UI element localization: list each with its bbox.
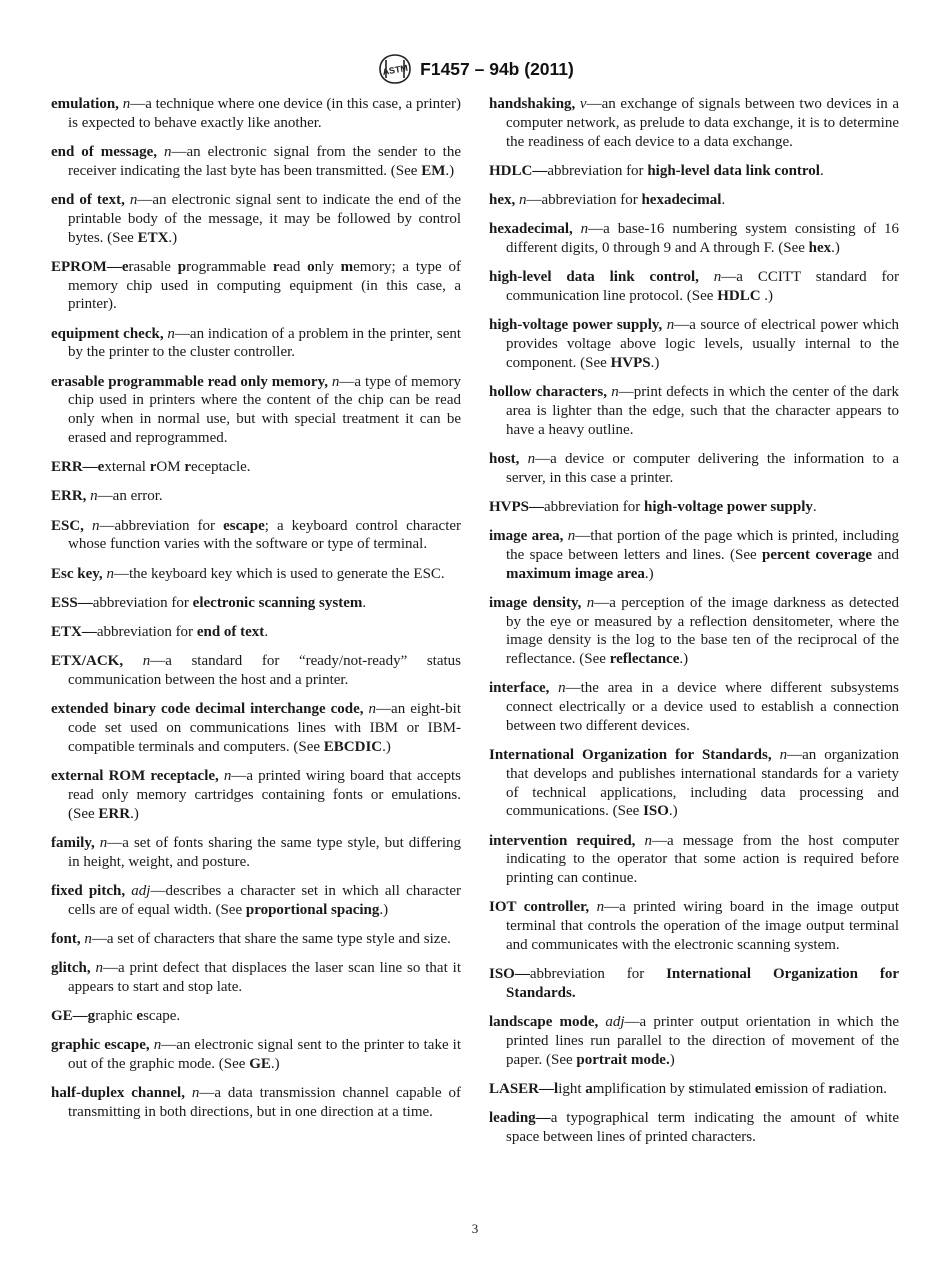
entry-text: abbreviation for (529, 966, 667, 982)
entry-term: ISO— (489, 966, 530, 982)
entry-text: n (611, 384, 619, 400)
entry-term: ERR, (51, 488, 87, 505)
entry-term: Esc key, (51, 565, 103, 582)
entry-text: —a technique where one device (in this case, a printer) is expected to behave exactly like another. (68, 96, 461, 131)
entry-term: handshaking, (489, 96, 576, 112)
glossary-entry (51, 517, 461, 555)
glossary-entry (51, 487, 461, 506)
entry-text: —a printed wiring board that accepts read only memory cartridges containing fonts or emulations. (See (68, 768, 461, 822)
entry-text: EBCDIC (323, 738, 383, 755)
entry-text: n (368, 701, 377, 718)
entry-text: .) (445, 162, 455, 179)
entry-text: emory; a type of memory chip used in computing equipment (in this case, a printer). (68, 258, 461, 313)
entry-text: .) (831, 240, 840, 256)
entry-text: —a set of fonts sharing the same type style, but differing in height, weight, and posture. (68, 834, 461, 870)
entry-text: r (828, 1080, 835, 1097)
entry-term: ETX/ACK, (51, 653, 124, 670)
astm-logo-icon (376, 52, 414, 86)
entry-text: n (527, 450, 536, 467)
entry-text: . (819, 162, 824, 179)
glossary-entry (489, 527, 899, 583)
entry-text: —a print defect that displaces the laser scan line so that it appears to start and stop late. (68, 960, 461, 995)
glossary-entry (489, 1109, 899, 1147)
entry-text: n (106, 565, 114, 582)
entry-text: ight (558, 1080, 586, 1097)
entry-text: abbreviation for (547, 162, 648, 179)
glossary-entry (51, 95, 461, 133)
entry-text: .) (679, 651, 689, 667)
entry-text: eceptacle. (191, 459, 251, 475)
entry-text: ETX (137, 229, 169, 246)
glossary-entry (51, 930, 461, 949)
glossary-entry (51, 700, 461, 756)
entry-text: n (163, 144, 172, 160)
entry-text: OM (156, 459, 185, 475)
entry-text: xternal (104, 459, 150, 475)
entry-text: n (331, 373, 340, 390)
entry-text: high-voltage power supply (643, 498, 813, 515)
page-header (0, 52, 950, 91)
glossary-entry (51, 959, 461, 997)
entry-text: n (191, 1085, 200, 1102)
entry-text: —an eight-bit code set used on communications lines with IBM or IBM-compatible terminals and computers. (See (68, 701, 462, 755)
glossary-entry (51, 1036, 461, 1074)
glossary-entry (51, 623, 461, 642)
entry-text (589, 899, 597, 915)
entry-text: EM (421, 162, 446, 179)
entry-text: n (586, 594, 595, 611)
entry-text: —a base-16 numbering system consisting of 16 different digits, 0 through 9 and A through F. (See (506, 221, 899, 256)
entry-term: landscape mode, (489, 1014, 599, 1030)
entry-text (84, 518, 92, 534)
entry-text: .) (130, 805, 139, 822)
entry-text: m (340, 258, 354, 275)
entry-text: —an exchange of signals between two devices in a computer network, as prelude to data exchange, it is to determine the readiness of each device to a data exchange. (506, 96, 900, 150)
entry-term: EPROM—e (51, 258, 129, 275)
svg-text:ASTM: ASTM (381, 62, 409, 78)
entry-term: family, (51, 834, 95, 851)
glossary-entry (51, 143, 461, 181)
glossary-entry (489, 965, 899, 1003)
entry-text: ; a keyboard control character whose function varies with the software or type of terminal. (68, 517, 462, 553)
entry-text: —a standard for “ready/not-ready” status communication between the host and a printer. (68, 653, 462, 688)
entry-text: adiation. (834, 1080, 887, 1097)
glossary-entry (51, 191, 461, 247)
entry-text: ERR (98, 805, 131, 822)
entry-term: ERR—e (51, 459, 105, 475)
page-number: 3 (471, 1221, 479, 1236)
entry-text: n (666, 317, 675, 334)
entry-text: n (580, 221, 589, 238)
entry-term: hollow characters, (489, 384, 607, 400)
entry-term: extended binary code decimal interchange code, (51, 701, 364, 718)
entry-text (772, 747, 780, 763)
entry-term: HVPS— (489, 498, 545, 515)
entry-text: n (779, 747, 788, 763)
glossary-entry (51, 767, 461, 823)
entry-text: high-level data link control (647, 162, 820, 179)
entry-text: s (688, 1080, 695, 1097)
glossary-entry (489, 746, 899, 821)
entry-text: percent coverage (761, 546, 872, 563)
glossary-entry (51, 458, 461, 477)
left-column (51, 95, 461, 1132)
entry-text: —a type of memory chip used in printers where the content of the chip can be read only when in normal use, but with special treatment it can be erased and reprogrammed. (68, 373, 462, 446)
entry-text: .) (644, 565, 654, 582)
glossary-entry (489, 162, 899, 181)
entry-text: raphic (95, 1008, 137, 1024)
entry-term: high-voltage power supply, (489, 317, 663, 334)
entry-text: abbreviation for (544, 498, 644, 515)
entry-text: HDLC (717, 288, 761, 304)
entry-text: n (153, 1037, 162, 1054)
entry-text: r (149, 459, 157, 475)
entry-term: end of message, (51, 144, 158, 160)
entry-text: n (92, 517, 100, 534)
entry-text: maximum image area (506, 565, 645, 582)
entry-text (573, 221, 581, 237)
entry-term: LASER—l (489, 1080, 559, 1097)
glossary-entry (489, 191, 899, 210)
entry-text: —a perception of the image darkness as detected by the eye or measured by a reflection densitometer, where the image density is the log to the base ten of the reciprocal of the reflectance. (See (506, 594, 899, 667)
entry-text: scape. (143, 1008, 181, 1024)
entry-text (549, 680, 558, 696)
entry-text: ISO (643, 803, 669, 820)
entry-text: p (177, 258, 187, 275)
glossary-entry (51, 1084, 461, 1122)
glossary-entry (51, 834, 461, 872)
entry-text: n (596, 899, 605, 916)
glossary-entry (489, 450, 899, 488)
entry-term: interface, (489, 680, 550, 697)
glossary-entry (489, 316, 899, 372)
entry-text: adj (605, 1014, 625, 1030)
glossary-entry (51, 882, 461, 920)
entry-text: abbreviation for (96, 624, 197, 640)
entry-text: —a printed wiring board in the image output terminal that controls the operation of the image output terminal and communicates with the electronic scanning system. (506, 899, 899, 953)
entry-term: IOT controller, (489, 899, 590, 916)
glossary-entry (51, 258, 461, 314)
entry-text: —the area in a device where different subsystems connect electrically or a device used to establish a connection between two different devices. (506, 680, 899, 734)
entry-term: ESC, (51, 517, 84, 534)
entry-text: escape (223, 517, 265, 534)
glossary-entry (489, 679, 899, 735)
glossary-entry (489, 1080, 899, 1099)
entry-text: rogrammable (186, 258, 273, 275)
glossary-entry (489, 268, 899, 306)
entry-term: high-level data link control, (489, 269, 699, 286)
entry-text: mplification by (592, 1080, 689, 1097)
entry-text: .) (650, 354, 660, 371)
entry-text: —an organization that develops and publishes international standards for a variety of technical applications, including data processing and communications. (See (506, 747, 899, 820)
entry-text: .) (270, 1056, 280, 1072)
entry-text: reflectance (609, 651, 680, 667)
entry-term: image density, (489, 594, 582, 611)
entry-text: electronic scanning system (192, 594, 363, 611)
entry-term: equipment check, (51, 325, 164, 342)
entry-term: HDLC— (489, 162, 548, 179)
glossary-entry (489, 1013, 899, 1069)
entry-text: —a message from the host computer indicating to the operator that some action is required before printing can continue. (506, 832, 900, 886)
glossary-entry (489, 498, 899, 517)
entry-text: n (567, 528, 576, 544)
entry-text: v (579, 96, 587, 112)
entry-term: graphic escape, (51, 1037, 150, 1054)
entry-text: n (129, 192, 138, 208)
entry-term: external ROM receptacle, (51, 768, 219, 784)
entry-text: —an electronic signal sent to indicate the end of the printable body of the message, it may be followed by control bytes. (See (68, 192, 461, 246)
glossary-entry (51, 652, 461, 690)
entry-text: —an indication of a problem in the printer, sent by the printer to the cluster controller. (68, 325, 462, 361)
entry-text: nly (314, 258, 341, 275)
entry-text: mission of (761, 1080, 829, 1097)
entry-term: font, (51, 930, 81, 947)
entry-term: glitch, (51, 960, 91, 976)
entry-text: n (519, 192, 527, 208)
entry-term: emulation, (51, 96, 119, 112)
entry-text (123, 653, 143, 669)
entry-text: rasable (128, 258, 178, 275)
entry-text (699, 269, 714, 285)
glossary-entry (489, 832, 899, 888)
glossary-entry (51, 594, 461, 613)
entry-text: ) (669, 1051, 675, 1068)
entry-text: portrait mode. (576, 1051, 670, 1068)
entry-text: timulated (694, 1080, 755, 1097)
entry-text: hex (808, 240, 832, 256)
entry-text: n (558, 680, 566, 697)
entry-text: —abbreviation for (99, 517, 224, 534)
entry-text: end of text (196, 624, 265, 640)
entry-text: —a source of electrical power which provides voltage above logic levels, usually internal to the component. (See (506, 317, 899, 371)
entry-text: n (644, 832, 653, 849)
entry-text: e (136, 1008, 144, 1024)
entry-text: .) (668, 803, 678, 820)
entry-text: hexadecimal (641, 192, 722, 208)
entry-text: n (84, 930, 92, 947)
entry-text: . (812, 498, 817, 515)
entry-text: n (142, 653, 151, 670)
entry-text: .) (760, 288, 774, 304)
entry-text: —print defects in which the center of the dark area is lighter than the edge, such that the character appears to have a heavy outline. (506, 384, 900, 438)
entry-term: end of text, (51, 192, 125, 208)
entry-text: —a device or computer delivering the information to a server, in this case a printer. (506, 450, 899, 486)
entry-text: a typographical term indicating the amount of white space between lines of printed characters. (506, 1110, 899, 1145)
entry-text: GE (249, 1056, 271, 1072)
entry-text: —abbreviation for (526, 192, 642, 208)
glossary-entry (51, 565, 461, 584)
glossary-entry (489, 898, 899, 954)
entry-text: n (167, 325, 175, 342)
entry-term: host, (489, 450, 520, 467)
entry-text (157, 144, 164, 160)
entry-text: —a set of characters that share the same type style and size. (91, 930, 451, 947)
entry-text: —a data transmission channel capable of transmitting in both directions, but in one direction at a time. (68, 1085, 461, 1120)
entry-text: —that portion of the page which is printed, including the space between letters and lines. (See (506, 528, 899, 563)
entry-term: fixed pitch, (51, 882, 126, 899)
entry-term: International Organization for Standards, (489, 747, 772, 763)
entry-term: leading— (489, 1110, 551, 1126)
entry-text: n (122, 96, 131, 112)
entry-text: —the keyboard key which is used to generate the ESC. (113, 565, 445, 582)
entry-text: r (184, 459, 191, 475)
entry-term: ETX— (51, 624, 97, 640)
glossary-entry (489, 594, 899, 669)
entry-text: n (223, 768, 232, 784)
entry-text (635, 833, 644, 849)
entry-text: —an electronic signal from the sender to the receiver indicating the last byte has been transmitted. (See (68, 144, 461, 179)
entry-text: —describes a character set in which all character cells are of equal width. (See (68, 882, 462, 918)
entry-text: .) (168, 229, 178, 246)
glossary-entry (51, 1007, 461, 1026)
entry-text: . (721, 192, 726, 208)
entry-term: half-duplex channel, (51, 1085, 185, 1102)
entry-text: e (754, 1080, 762, 1097)
document-id: F1457 – 94b (2011) (420, 58, 574, 79)
entry-text: n (713, 269, 722, 286)
entry-text: —an electronic signal sent to the printer to take it out of the graphic mode. (See (68, 1037, 461, 1072)
entry-text: a (585, 1080, 593, 1097)
entry-text: —a CCITT standard for communication line protocol. (See (506, 269, 899, 304)
glossary-entry (489, 220, 899, 258)
entry-term: image area, (489, 528, 564, 544)
entry-text: and (872, 546, 899, 563)
entry-text: n (90, 488, 98, 505)
entry-term: intervention required, (489, 832, 636, 849)
entry-text (185, 1085, 192, 1101)
entry-text: proportional spacing (245, 901, 380, 918)
entry-text: n (99, 834, 108, 851)
glossary-entry (51, 373, 461, 448)
entry-text: —a printer output orientation in which the printed lines run parallel to the direction of movement of the paper. (See (506, 1014, 899, 1068)
entry-text: . (362, 594, 367, 611)
entry-text: —an error. (97, 488, 163, 505)
entry-text: o (307, 258, 315, 275)
entry-text: ead (279, 258, 308, 275)
entry-term: erasable programmable read only memory, (51, 373, 329, 390)
entry-text: .) (379, 901, 389, 918)
entry-text: adj (131, 882, 151, 899)
entry-text: . (264, 624, 269, 640)
entry-text: International Organization for Standards. (506, 966, 899, 1001)
entry-term: ESS— (51, 594, 93, 611)
entry-text: r (272, 258, 280, 275)
entry-text: HVPS (610, 354, 651, 371)
entry-term: hexadecimal, (489, 221, 573, 238)
glossary-entry (489, 383, 899, 439)
entry-term: hex, (489, 192, 516, 208)
entry-text (519, 451, 527, 467)
glossary-entry (489, 95, 899, 151)
right-column (489, 95, 899, 1157)
entry-text: abbreviation for (92, 594, 193, 611)
glossary-entry (51, 325, 461, 363)
entry-text: .) (382, 738, 391, 755)
entry-text: n (95, 960, 103, 976)
entry-term: GE—g (51, 1008, 96, 1024)
